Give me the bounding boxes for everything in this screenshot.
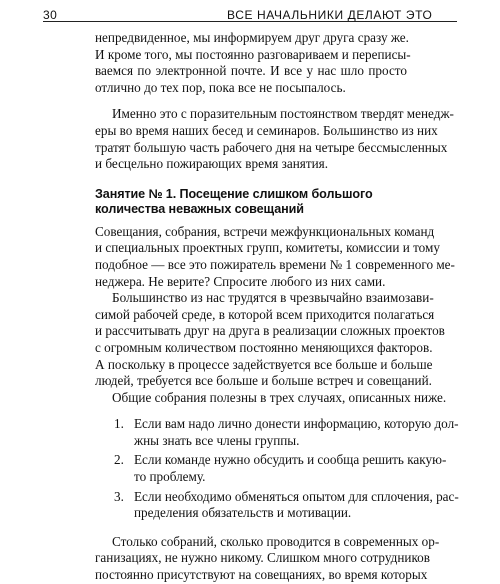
text-line: Совещания, собрания, встречи межфункциональных команд [95, 223, 435, 239]
paragraph [95, 290, 445, 390]
list-number: 2. [114, 452, 124, 468]
paragraph [95, 223, 455, 290]
text-line: тратят большую часть рабочего дня на четыре бессмысленных [95, 139, 448, 155]
body-text [95, 30, 459, 584]
text-line: Если команде нужно обсудить и сообща решить какую- [134, 452, 447, 468]
page-number: 30 [43, 8, 58, 22]
running-title: ВСЕ НАЧАЛЬНИКИ ДЕЛАЮТ ЭТО [227, 8, 433, 22]
text-line: и рассчитывать друг на друга в реализации сложных проектов [95, 323, 445, 339]
text-line: И кроме того, мы постоянно разговариваем и переписы- [95, 46, 411, 62]
section-heading [95, 187, 407, 218]
text-line: Именно это с поразительным постоянством твердят менедж- [112, 106, 454, 122]
text-line: пределения обязательств и мотивации. [134, 505, 352, 521]
list-item [95, 452, 447, 485]
text-line: Если вам надо лично донести информацию, которую дол- [134, 416, 459, 432]
text-line: подобное — все это пожиратель времени № 1 современного ме- [95, 256, 455, 272]
text-line: Столько собраний, сколько проводится в современных ор- [112, 533, 440, 549]
list-number: 3. [114, 488, 124, 504]
paragraph [95, 106, 454, 172]
text-line: ганизациях, не нужно никому. Слишком много сотрудников [95, 550, 430, 566]
numbered-list [95, 416, 459, 522]
text-line: Если необходимо обменяться опытом для сплочения, рас- [134, 488, 459, 504]
list-number: 1. [114, 416, 124, 432]
list-item [95, 416, 459, 449]
text-line: симой рабочей среде, в которой всем приходится полагаться [95, 306, 435, 322]
paragraph [95, 389, 447, 407]
text-line: непредвиденное, мы информируем друг друга сразу же. [95, 30, 409, 45]
text-line: Большинство из нас трудятся в чрезвычайно взаимозави- [112, 290, 434, 306]
text-line: и специальных проектных групп, комитеты, комиссии и тому [95, 240, 440, 256]
header-divider [43, 21, 457, 22]
list-item [95, 488, 459, 522]
text-line: ваемся по электронной почте. И все у нас шло просто [95, 63, 407, 79]
text-line: неджера. Не верите? Спросите любого из них сами. [95, 273, 386, 289]
heading-line: количества неважных совещаний [95, 202, 304, 217]
text-line: А поскольку в процессе задействуется все больше и больше [95, 356, 433, 372]
text-line: еры во время наших бесед и семинаров. Большинство из них [95, 122, 438, 138]
text-line: то проблему. [134, 469, 206, 485]
paragraph [95, 533, 440, 584]
text-line: постоянно присутствуют на совещаниях, во время которых [95, 567, 428, 583]
text-line: людей, требуется все больше и больше встреч и совещаний. [95, 373, 432, 389]
text-line: жны знать все члены группы. [134, 432, 300, 448]
running-header [43, 8, 457, 26]
text-line: отлично до тех пор, пока все не посыпалось. [95, 79, 346, 95]
text-line: Общие собрания полезны в трех случаях, описанных ниже. [112, 389, 447, 405]
heading-line: Занятие № 1. Посещение слишком большого [95, 186, 373, 201]
text-line: и бесцельно пожирающих время занятия. [95, 156, 329, 172]
paragraph-continuation [95, 30, 411, 96]
text-line: с огромным количеством постоянно меняющихся факторов. [95, 339, 433, 355]
